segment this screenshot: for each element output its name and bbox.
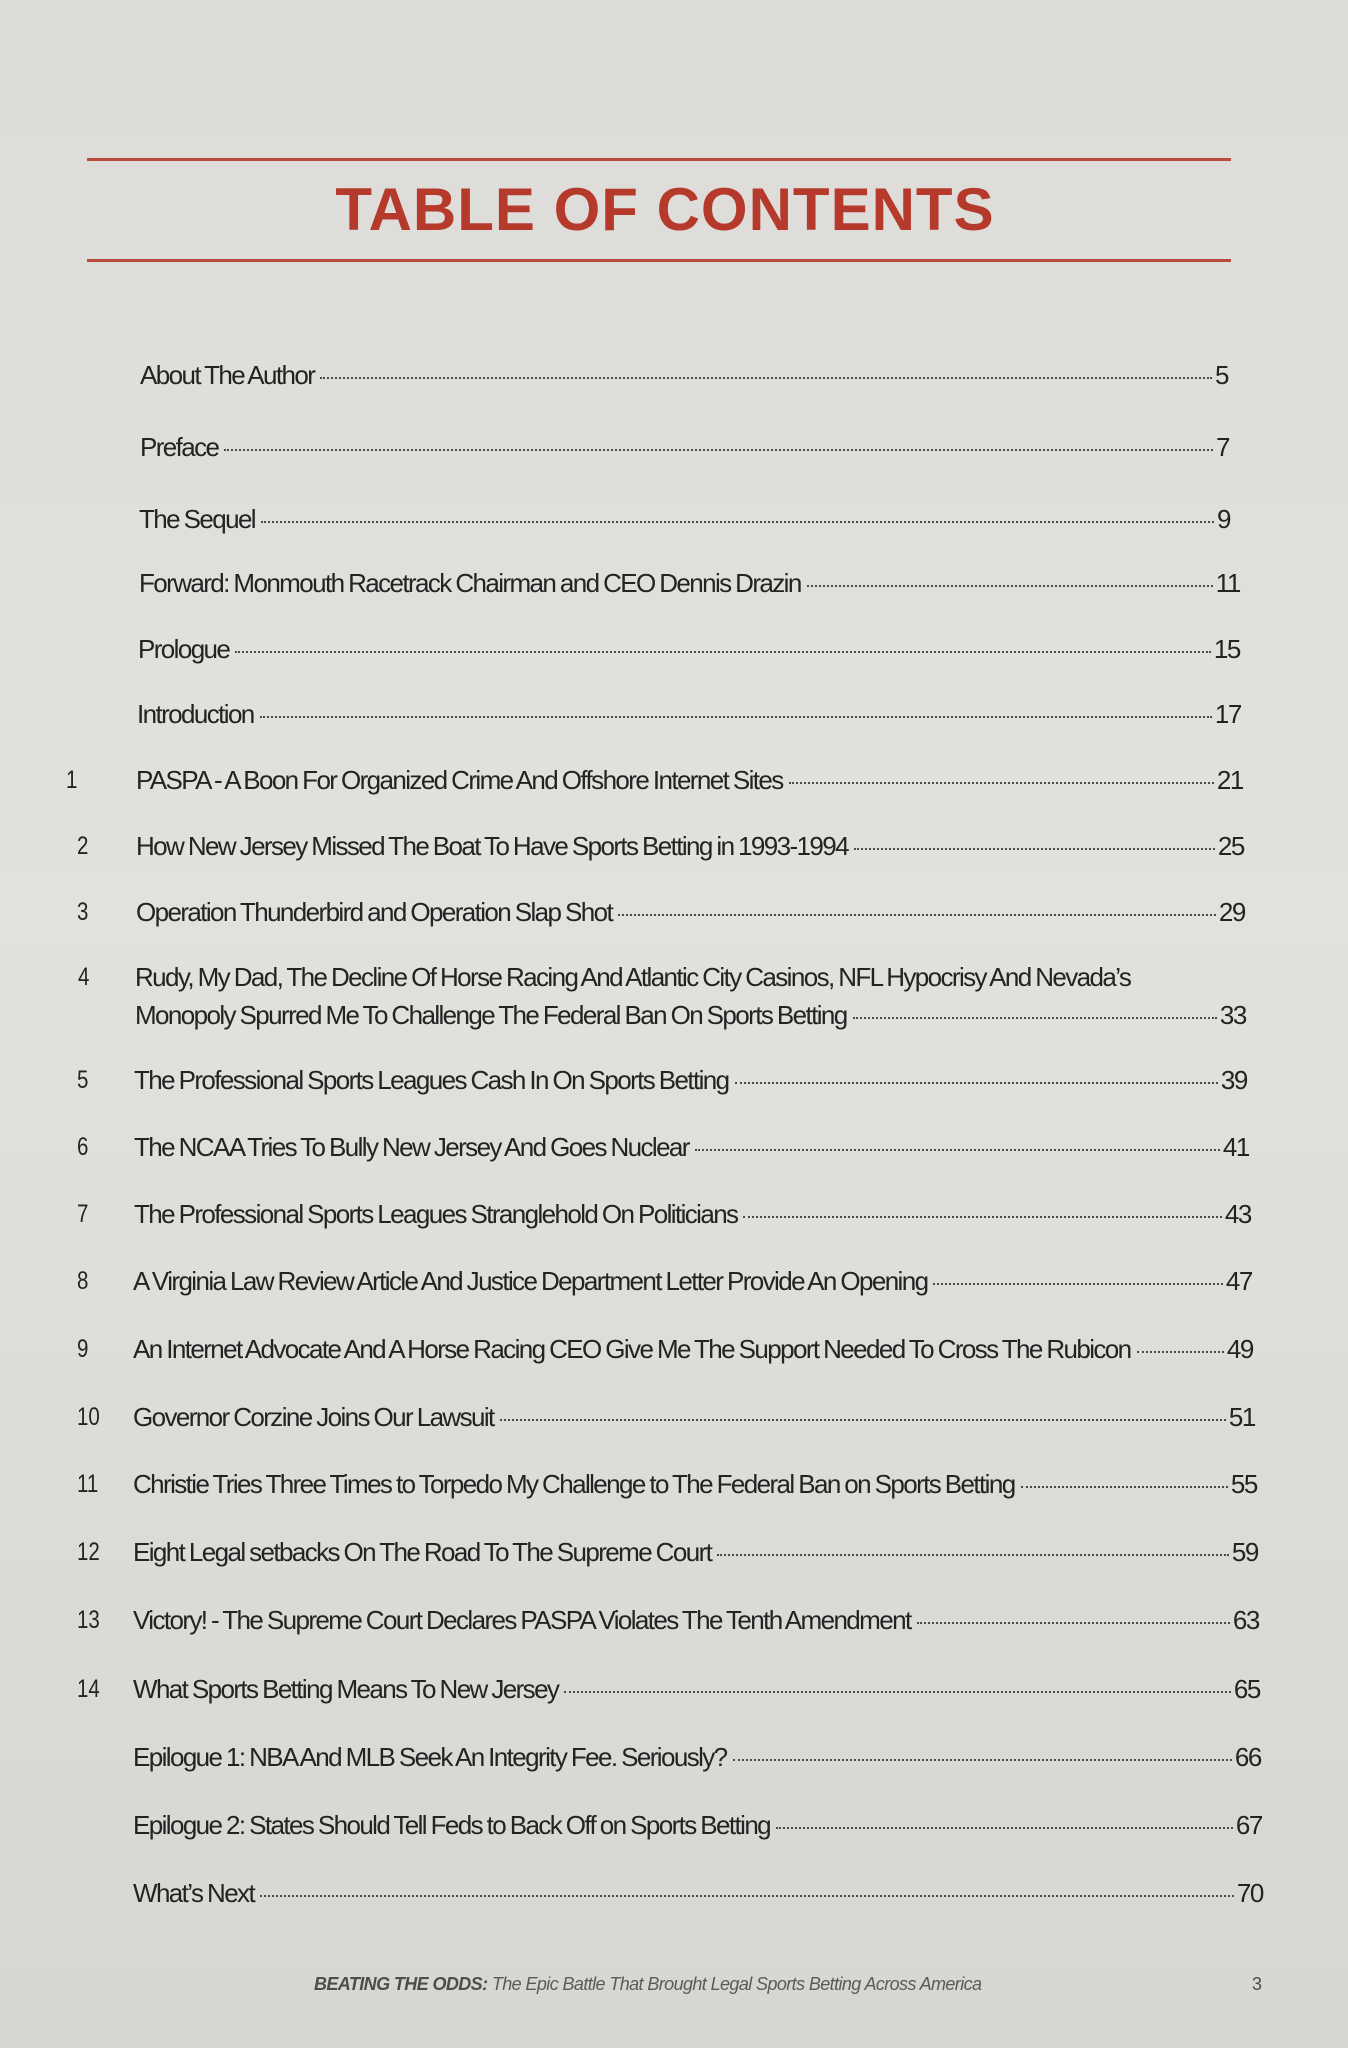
toc-entry-title: Christie Tries Three Times to Torpedo My Challenge to The Federal Ban on Sports Betting bbox=[133, 1469, 1015, 1499]
toc-entry-page: 21 bbox=[1216, 765, 1243, 795]
toc-entry-title: The Sequel bbox=[139, 504, 255, 534]
chapter-number: 4 bbox=[78, 963, 90, 991]
toc-entry-page: 25 bbox=[1217, 831, 1244, 861]
toc-entry-page: 39 bbox=[1220, 1065, 1247, 1095]
leader-dots bbox=[917, 1622, 1230, 1624]
toc-entry-title: The NCAA Tries To Bully New Jersey And Goes Nuclear bbox=[134, 1132, 689, 1162]
chapter-number: 13 bbox=[77, 1606, 100, 1634]
chapter-number: 14 bbox=[77, 1675, 100, 1703]
leader-dots bbox=[695, 1149, 1220, 1151]
toc-entry-title: Eight Legal setbacks On The Road To The Supreme Court bbox=[133, 1537, 712, 1567]
toc-entry-page: 41 bbox=[1222, 1132, 1249, 1162]
chapter-number: 3 bbox=[77, 898, 89, 926]
leader-dots bbox=[260, 1895, 1234, 1897]
toc-entry-title: PASPA - A Boon For Organized Crime And Offshore Internet Sites bbox=[136, 765, 783, 795]
chapter-number: 10 bbox=[77, 1403, 100, 1431]
toc-entry-page: 7 bbox=[1215, 432, 1229, 462]
toc-entry-page: 51 bbox=[1228, 1402, 1255, 1432]
toc-entry-title: Victory! - The Supreme Court Declares PASPA Violates The Tenth Amendment bbox=[133, 1605, 911, 1635]
toc-entry-title: What’s Next bbox=[133, 1878, 255, 1908]
toc-entry-title: Introduction bbox=[137, 699, 254, 729]
leader-dots bbox=[854, 848, 1215, 850]
chapter-number: 9 bbox=[77, 1335, 89, 1363]
chapter-number: 12 bbox=[77, 1538, 100, 1566]
toc-entry-page: 17 bbox=[1214, 699, 1241, 729]
toc-entry-page: 55 bbox=[1230, 1469, 1257, 1499]
leader-dots bbox=[564, 1691, 1231, 1693]
leader-dots bbox=[500, 1419, 1226, 1421]
toc-entry-page: 29 bbox=[1218, 897, 1245, 927]
toc-entry-page: 63 bbox=[1232, 1605, 1259, 1635]
chapter-number: 7 bbox=[77, 1200, 89, 1228]
leader-dots bbox=[743, 1216, 1221, 1218]
page-number: 3 bbox=[1252, 1974, 1263, 1994]
leader-dots bbox=[807, 585, 1213, 587]
toc-entry-title: Epilogue 2: States Should Tell Feds to Back Off on Sports Betting bbox=[133, 1810, 771, 1840]
toc-entry-title: About The Author bbox=[140, 360, 315, 390]
toc-entry-title: What Sports Betting Means To New Jersey bbox=[133, 1674, 559, 1704]
toc-entry-title: The Professional Sports Leagues Cash In On Sports Betting bbox=[134, 1065, 729, 1095]
leader-dots bbox=[260, 716, 1212, 718]
chapter-number: 2 bbox=[77, 832, 89, 860]
leader-dots bbox=[717, 1554, 1229, 1556]
toc-entry-page: 11 bbox=[1215, 568, 1240, 598]
chapter-number: 8 bbox=[77, 1267, 89, 1295]
toc-entry-title: Operation Thunderbird and Operation Slap Shot bbox=[136, 897, 613, 927]
leader-dots bbox=[618, 914, 1216, 916]
toc-entry-title: Forward: Monmouth Racetrack Chairman and CEO Dennis Drazin bbox=[139, 568, 801, 598]
toc-entry-page: 15 bbox=[1213, 634, 1240, 664]
toc-entry-title: An Internet Advocate And A Horse Racing CEO Give Me The Support Needed To Cross The Rubicon bbox=[133, 1334, 1131, 1364]
toc-entry-title: A Virginia Law Review Article And Justice Department Letter Provide An Opening bbox=[133, 1266, 928, 1296]
toc-entry-page: 59 bbox=[1231, 1537, 1258, 1567]
page-title: TABLE OF CONTENTS bbox=[335, 176, 995, 243]
toc-entry-page: 9 bbox=[1216, 504, 1230, 534]
leader-dots bbox=[933, 1283, 1222, 1285]
chapter-number: 11 bbox=[77, 1470, 99, 1498]
book-subtitle: The Epic Battle That Brought Legal Sports Betting Across America bbox=[491, 1974, 982, 1994]
leader-dots bbox=[1021, 1486, 1228, 1488]
toc-entry-page: 43 bbox=[1224, 1199, 1251, 1229]
toc-entry-page: 49 bbox=[1226, 1334, 1253, 1364]
chapter-number: 5 bbox=[77, 1066, 89, 1094]
toc-entry-title: Monopoly Spurred Me To Challenge The Federal Ban On Sports Betting bbox=[135, 1000, 847, 1030]
toc-entry-page: 5 bbox=[1214, 360, 1228, 390]
toc-entry-title: Governor Corzine Joins Our Lawsuit bbox=[133, 1402, 494, 1432]
leader-dots bbox=[776, 1827, 1233, 1829]
toc-entry-page: 33 bbox=[1219, 1000, 1246, 1030]
toc-entry-title: Preface bbox=[140, 432, 219, 462]
leader-dots bbox=[235, 651, 1211, 653]
toc-entry-title: Epilogue 1: NBA And MLB Seek An Integrity Fee. Seriously? bbox=[133, 1742, 727, 1772]
book-title: BEATING THE ODDS: bbox=[314, 1974, 488, 1994]
chapter-number: 6 bbox=[77, 1133, 89, 1161]
toc-entry-page: 67 bbox=[1235, 1810, 1262, 1840]
toc-entry-page: 47 bbox=[1225, 1266, 1252, 1296]
toc-entry-page: 70 bbox=[1236, 1878, 1263, 1908]
chapter-number: 1 bbox=[66, 766, 78, 794]
leader-dots bbox=[261, 521, 1214, 523]
leader-dots bbox=[853, 1017, 1217, 1019]
toc-entry-title: The Professional Sports Leagues Stranglehold On Politicians bbox=[134, 1199, 738, 1229]
toc-entry-page: 65 bbox=[1233, 1674, 1260, 1704]
leader-dots bbox=[320, 377, 1212, 379]
leader-dots bbox=[733, 1759, 1232, 1761]
leader-dots bbox=[1137, 1351, 1224, 1353]
toc-entry-title: Prologue bbox=[138, 634, 230, 664]
leader-dots bbox=[735, 1082, 1218, 1084]
toc-entry-title: How New Jersey Missed The Boat To Have Sports Betting in 1993-1994 bbox=[136, 831, 848, 861]
leader-dots bbox=[789, 782, 1214, 784]
leader-dots bbox=[224, 449, 1213, 451]
toc-entry-title-line1: Rudy, My Dad, The Decline Of Horse Racing And Atlantic City Casinos, NFL Hypocrisy And Nevada’s bbox=[135, 962, 1131, 992]
running-footer-title bbox=[314, 1974, 981, 1995]
toc-entry-page: 66 bbox=[1234, 1742, 1261, 1772]
